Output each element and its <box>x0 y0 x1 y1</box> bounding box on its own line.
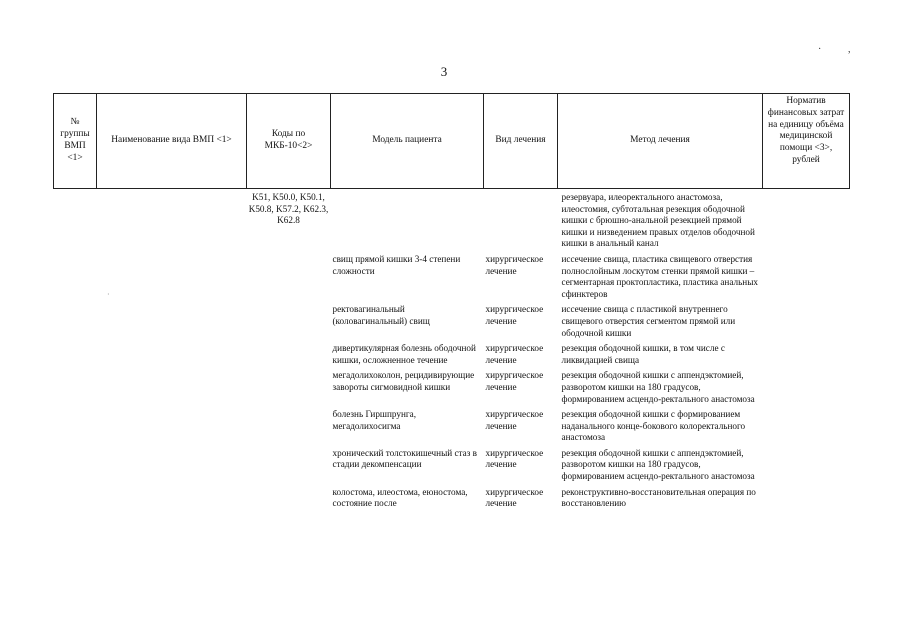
cell-treatment-type: хирургическое лечение <box>485 409 544 431</box>
table-row <box>54 483 850 510</box>
table-row <box>54 366 850 405</box>
cell-treatment-type: хирургическое лечение <box>485 304 544 326</box>
table-row <box>54 250 850 300</box>
cell-treatment-method: резекция ободочной кишки, в том числе с ликвидацией свища <box>561 343 725 365</box>
cell-treatment-type: хирургическое лечение <box>485 370 544 392</box>
header-cost-norm: Норматив финансовых затрат на единицу объёма медицинской помощи <3>, рублей <box>763 94 850 189</box>
cell-treatment-type: хирургическое лечение <box>485 253 544 276</box>
header-patient-model: Модель пациента <box>331 94 484 189</box>
cell-patient-model: хронический толстокишечный стаз в стадии декомпенсации <box>332 447 478 470</box>
header-treatment-method: Метод лечения <box>558 94 763 189</box>
cell-treatment-method: резекция ободочной кишки с аппендэктомией, разворотом кишки на 180 градусов, формированием асцендо-ректального анастомоза <box>561 447 755 482</box>
cell-treatment-method: иссечение свища, пластика свищевого отверстия полнослойным лоскутом стенки прямой кишки – сегментарная проктопластика, пластика анальных сфинктеров <box>561 253 758 299</box>
cell-patient-model: ректовагинальный (коловагинальный) свищ <box>332 304 430 326</box>
header-icd-codes: Коды по МКБ-10<2> <box>247 94 331 189</box>
header-vmp-type: Наименование вида ВМП <1> <box>97 94 247 189</box>
cell-cost-norm <box>763 189 850 250</box>
cell-treatment-method: резервуара, илеоректального анастомоза, илеостомия, субтотальная резекция ободочной кишки с брюшно-анальной резекцией прямой кишки и низведением правых отделов ободочной кишки в анальный канал <box>561 192 755 249</box>
table-header <box>54 94 850 189</box>
cell-group <box>54 189 97 250</box>
table-body <box>54 189 850 510</box>
table-row <box>54 189 850 250</box>
cell-patient-model: мегадолихоколон, рецидивирующие завороты сигмовидной кишки <box>332 370 475 392</box>
scan-mark: · <box>107 290 110 299</box>
page-number: 3 <box>440 64 448 79</box>
table-row <box>54 405 850 444</box>
table-row <box>54 339 850 366</box>
scan-mark: · <box>818 44 822 55</box>
cell-patient-model: дивертикулярная болезнь ободочной кишки, осложненное течение <box>332 343 476 365</box>
cell-treatment-method: реконструктивно-восстановительная операция по восстановлению <box>561 486 756 509</box>
cell-patient-model <box>331 189 484 250</box>
cell-patient-model: колостома, илеостома, еюностома, состояние после <box>332 486 468 509</box>
cell-treatment-type: хирургическое лечение <box>485 486 544 509</box>
cell-patient-model: свищ прямой кишки 3-4 степени сложности <box>332 253 461 276</box>
vmp-table <box>53 93 850 510</box>
cell-treatment-method: резекция ободочной кишки с аппендэктомией, разворотом кишки на 180 градусов, формированием асцендо-ректального анастомоза <box>561 370 755 404</box>
table-row <box>54 444 850 483</box>
cell-treatment-type <box>484 189 558 250</box>
scan-mark: , <box>848 44 851 55</box>
cell-treatment-type: хирургическое лечение <box>485 447 544 470</box>
cell-treatment-method: иссечение свища с пластикой внутреннего свищевого отверстия сегментом прямой или ободочной кишки <box>561 304 736 338</box>
cell-treatment-method: резекция ободочной кишки с формированием наданального конце-бокового колоректального анастомоза <box>561 409 746 443</box>
cell-treatment-type: хирургическое лечение <box>485 343 544 365</box>
cell-patient-model: болезнь Гиршпрунга, мегадолихосигма <box>332 409 417 431</box>
cell-icd-codes: K51, K50.0, K50.1, K50.8, K57.2, K62.3, K62.8 <box>248 192 329 226</box>
table-row <box>54 300 850 339</box>
header-treatment-type: Вид лечения <box>484 94 558 189</box>
header-group: № группы ВМП <1> <box>54 94 97 189</box>
cell-vmp-type <box>97 189 247 250</box>
